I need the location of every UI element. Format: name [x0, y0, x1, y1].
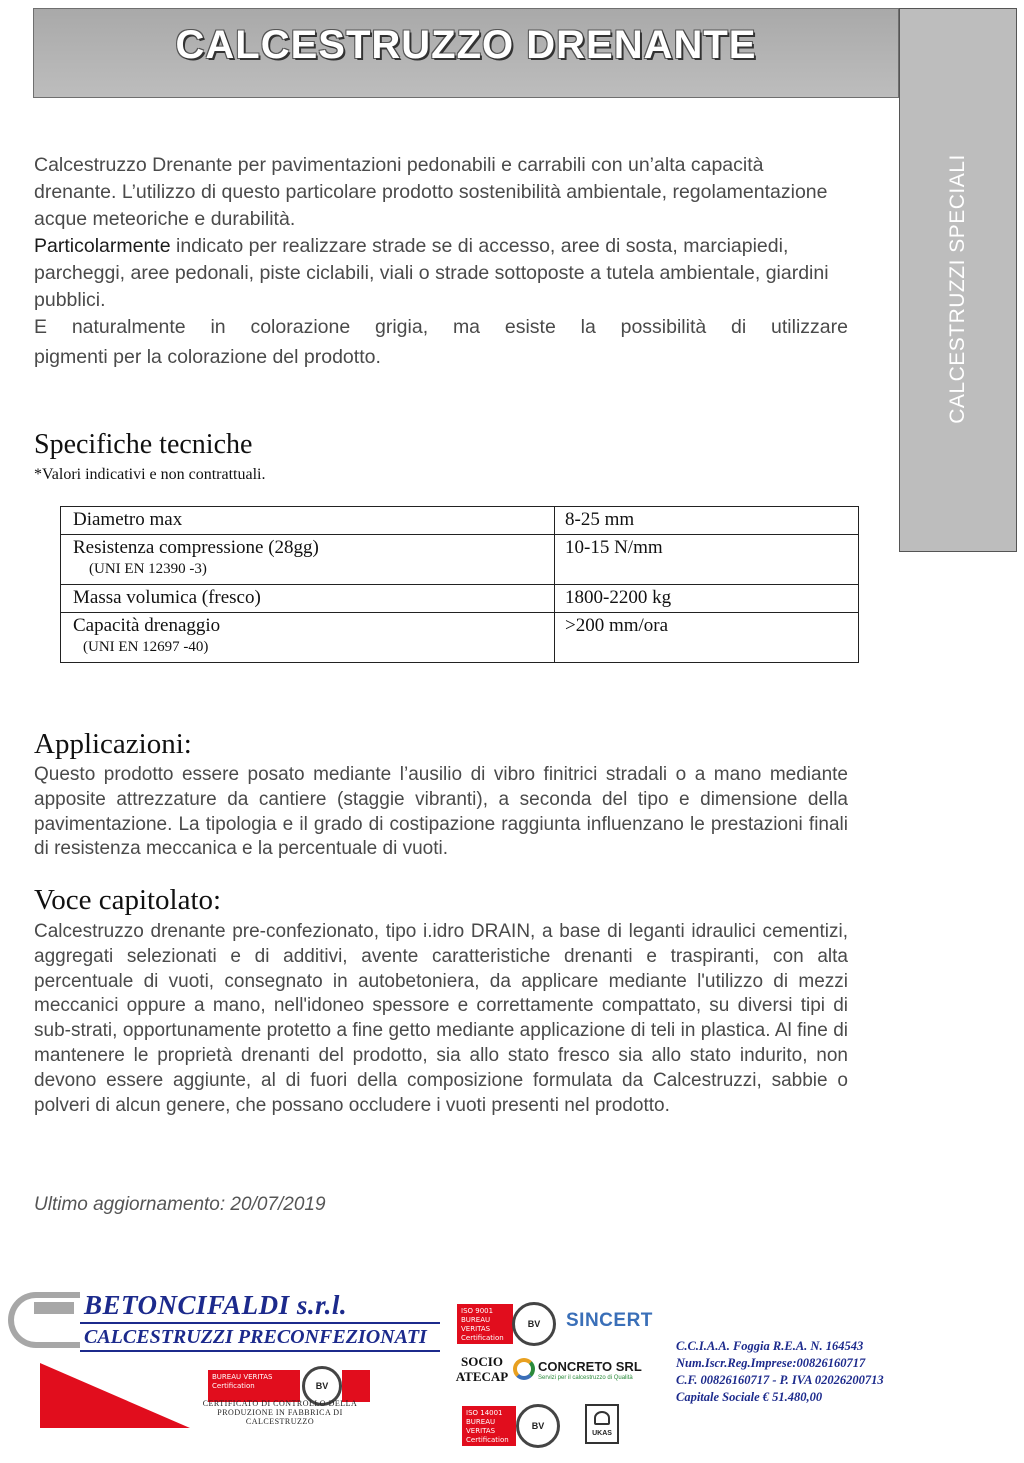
socio-atecap: SOCIO ATECAP — [455, 1354, 509, 1384]
spec-value: 8-25 mm — [555, 507, 859, 535]
bv-seal-icon: BV — [302, 1366, 342, 1406]
title-bar — [33, 8, 899, 98]
applicazioni-heading: Applicazioni: — [34, 728, 192, 760]
company-name: BETONCIFALDI s.r.l. — [84, 1290, 348, 1320]
concreto-logo: CONCRETO SRL — [538, 1359, 642, 1374]
table-row — [61, 613, 859, 663]
certificate-caption: CERTIFICATO DI CONTROLLO DELLA PRODUZIONE IN FABBRICA DI CALCESTRUZZO — [202, 1399, 358, 1426]
specs-heading: Specifiche tecniche — [34, 429, 253, 460]
spec-label-cell — [61, 507, 555, 535]
intro-paragraph-1: Calcestruzzo Drenante per pavimentazioni pedonabili e carrabili con un’alta capacità drenante. L’utilizzo di questo particolare prodotto sostenibilità ambientale, regolamentazione acque meteoriche e durabilità. — [34, 154, 828, 230]
table-row — [61, 507, 859, 535]
spec-label: Resistenza compressione (28gg) — [73, 537, 319, 558]
company-logo-icon — [8, 1292, 80, 1348]
specs-table — [60, 506, 859, 663]
spec-standard: (UNI EN 12390 -3) — [89, 561, 207, 577]
company-subtitle: CALCESTRUZZI PRECONFEZIONATI — [84, 1326, 427, 1348]
legal-line: C.F. 00826160717 - P. IVA 02026200713 — [676, 1373, 884, 1387]
intro-paragraph-2 — [34, 233, 848, 314]
spec-label: Capacità drenaggio — [73, 615, 221, 636]
spec-standard: (UNI EN 12697 -40) — [83, 639, 209, 655]
bv-seal-icon: BV — [512, 1302, 556, 1346]
bv-cert-badge: BUREAU VERITAS Certification — [208, 1370, 300, 1402]
spec-label: Massa volumica (fresco) — [73, 587, 261, 608]
intro-paragraph-3-line-1: E naturalmente in colorazione grigia, ma esiste la possibilità di utilizzare — [34, 316, 848, 338]
intro-paragraph-2-lead: Particolarmente — [34, 235, 171, 257]
applicazioni-text: Questo prodotto essere posato mediante l’ausilio di vibro finitrici stradali o a mano mediante apposite attrezzature da cantiere (staggie vibranti), a seconda del tipo e dimensione della pavimentazione. La tipologia e il grado di costipazione raggiunta influenzano le prestazioni finali di resistenza meccanica e la percentuale di vuoti. — [34, 764, 848, 860]
ukas-logo — [585, 1404, 619, 1444]
red-triangle-logo — [40, 1363, 190, 1428]
company-logo-bar — [34, 1302, 74, 1314]
capitolato-heading: Voce capitolato: — [34, 884, 222, 916]
sincert-logo: SINCERT — [566, 1310, 653, 1331]
legal-line: Num.Iscr.Reg.Imprese:00826160717 — [676, 1356, 866, 1370]
legal-line: C.C.I.A.A. Foggia R.E.A. N. 164543 — [676, 1339, 864, 1353]
spec-label-cell — [61, 613, 555, 663]
bv-cert-badge-end — [342, 1370, 370, 1402]
ukas-label: UKAS — [592, 1430, 612, 1437]
side-tab — [899, 8, 1017, 552]
spec-value: 1800-2200 kg — [555, 585, 859, 613]
last-updated: Ultimo aggiornamento: 20/07/2019 — [34, 1194, 326, 1215]
intro-section — [34, 152, 848, 371]
spec-value: 10-15 N/mm — [555, 535, 859, 585]
spec-label-cell — [61, 535, 555, 585]
spec-value: >200 mm/ora — [555, 613, 859, 663]
bv-seal-icon: BV — [516, 1404, 560, 1448]
spec-label: Diametro max — [73, 509, 183, 530]
concreto-tagline: Servizi per il calcestruzzo di Qualità — [538, 1375, 633, 1381]
brand-rule-top — [80, 1322, 440, 1324]
intro-paragraph-3-line-2: pigmenti per la colorazione del prodotto. — [34, 346, 381, 368]
spec-label-cell — [61, 585, 555, 613]
brand-rule-bottom — [80, 1350, 440, 1352]
page-title: CALCESTRUZZO DRENANTE — [175, 23, 757, 67]
crown-icon — [594, 1411, 610, 1425]
intro-paragraph-2-rest: indicato per realizzare strade se di accesso, aree di sosta, marciapiedi, parcheggi, aree pedonali, piste ciclabili, viali o strade sottoposte a tutela ambientale, giardini pubblici. — [34, 235, 829, 311]
table-row — [61, 585, 859, 613]
capitolato-text: Calcestruzzo drenante pre-confezionato, tipo i.idro DRAIN, a base di leganti idraulici cementizi, aggregati selezionati e di additivi, avente caratteristiche drenanti e traspiranti, con alta percentuale di vuoti, consegnato in autobetoniera, da applicare mediante l'utilizzo di mezzi meccanici oppure a mano, nell'idoneo spessore e correttamente compattato, su diversi tipi di sub-strati, opportunamente protetto a fine getto mediante applicazione di teli in plastica. Al fine di mantenere le proprietà drenanti del prodotto, sia allo stato fresco sia allo stato indurito, non devono essere aggiunte, al di fuori della composizione formulata da Calcestruzzi, sabbie o polveri di alcun genere, che possano occludere i vuoti presenti nel prodotto. — [34, 921, 848, 1116]
legal-info — [676, 1338, 884, 1406]
table-row — [61, 535, 859, 585]
iso14001-badge: ISO 14001 BUREAU VERITAS Certification — [462, 1406, 516, 1446]
iso9001-badge: ISO 9001 BUREAU VERITAS Certification — [457, 1304, 513, 1344]
concreto-logo-icon — [513, 1358, 535, 1380]
specs-note: *Valori indicativi e non contrattuali. — [34, 466, 266, 483]
footer — [0, 1280, 1024, 1463]
legal-line: Capitale Sociale € 51.480,00 — [676, 1390, 823, 1404]
side-tab-label: CALCESTRUZZI SPECIALI — [946, 154, 969, 424]
